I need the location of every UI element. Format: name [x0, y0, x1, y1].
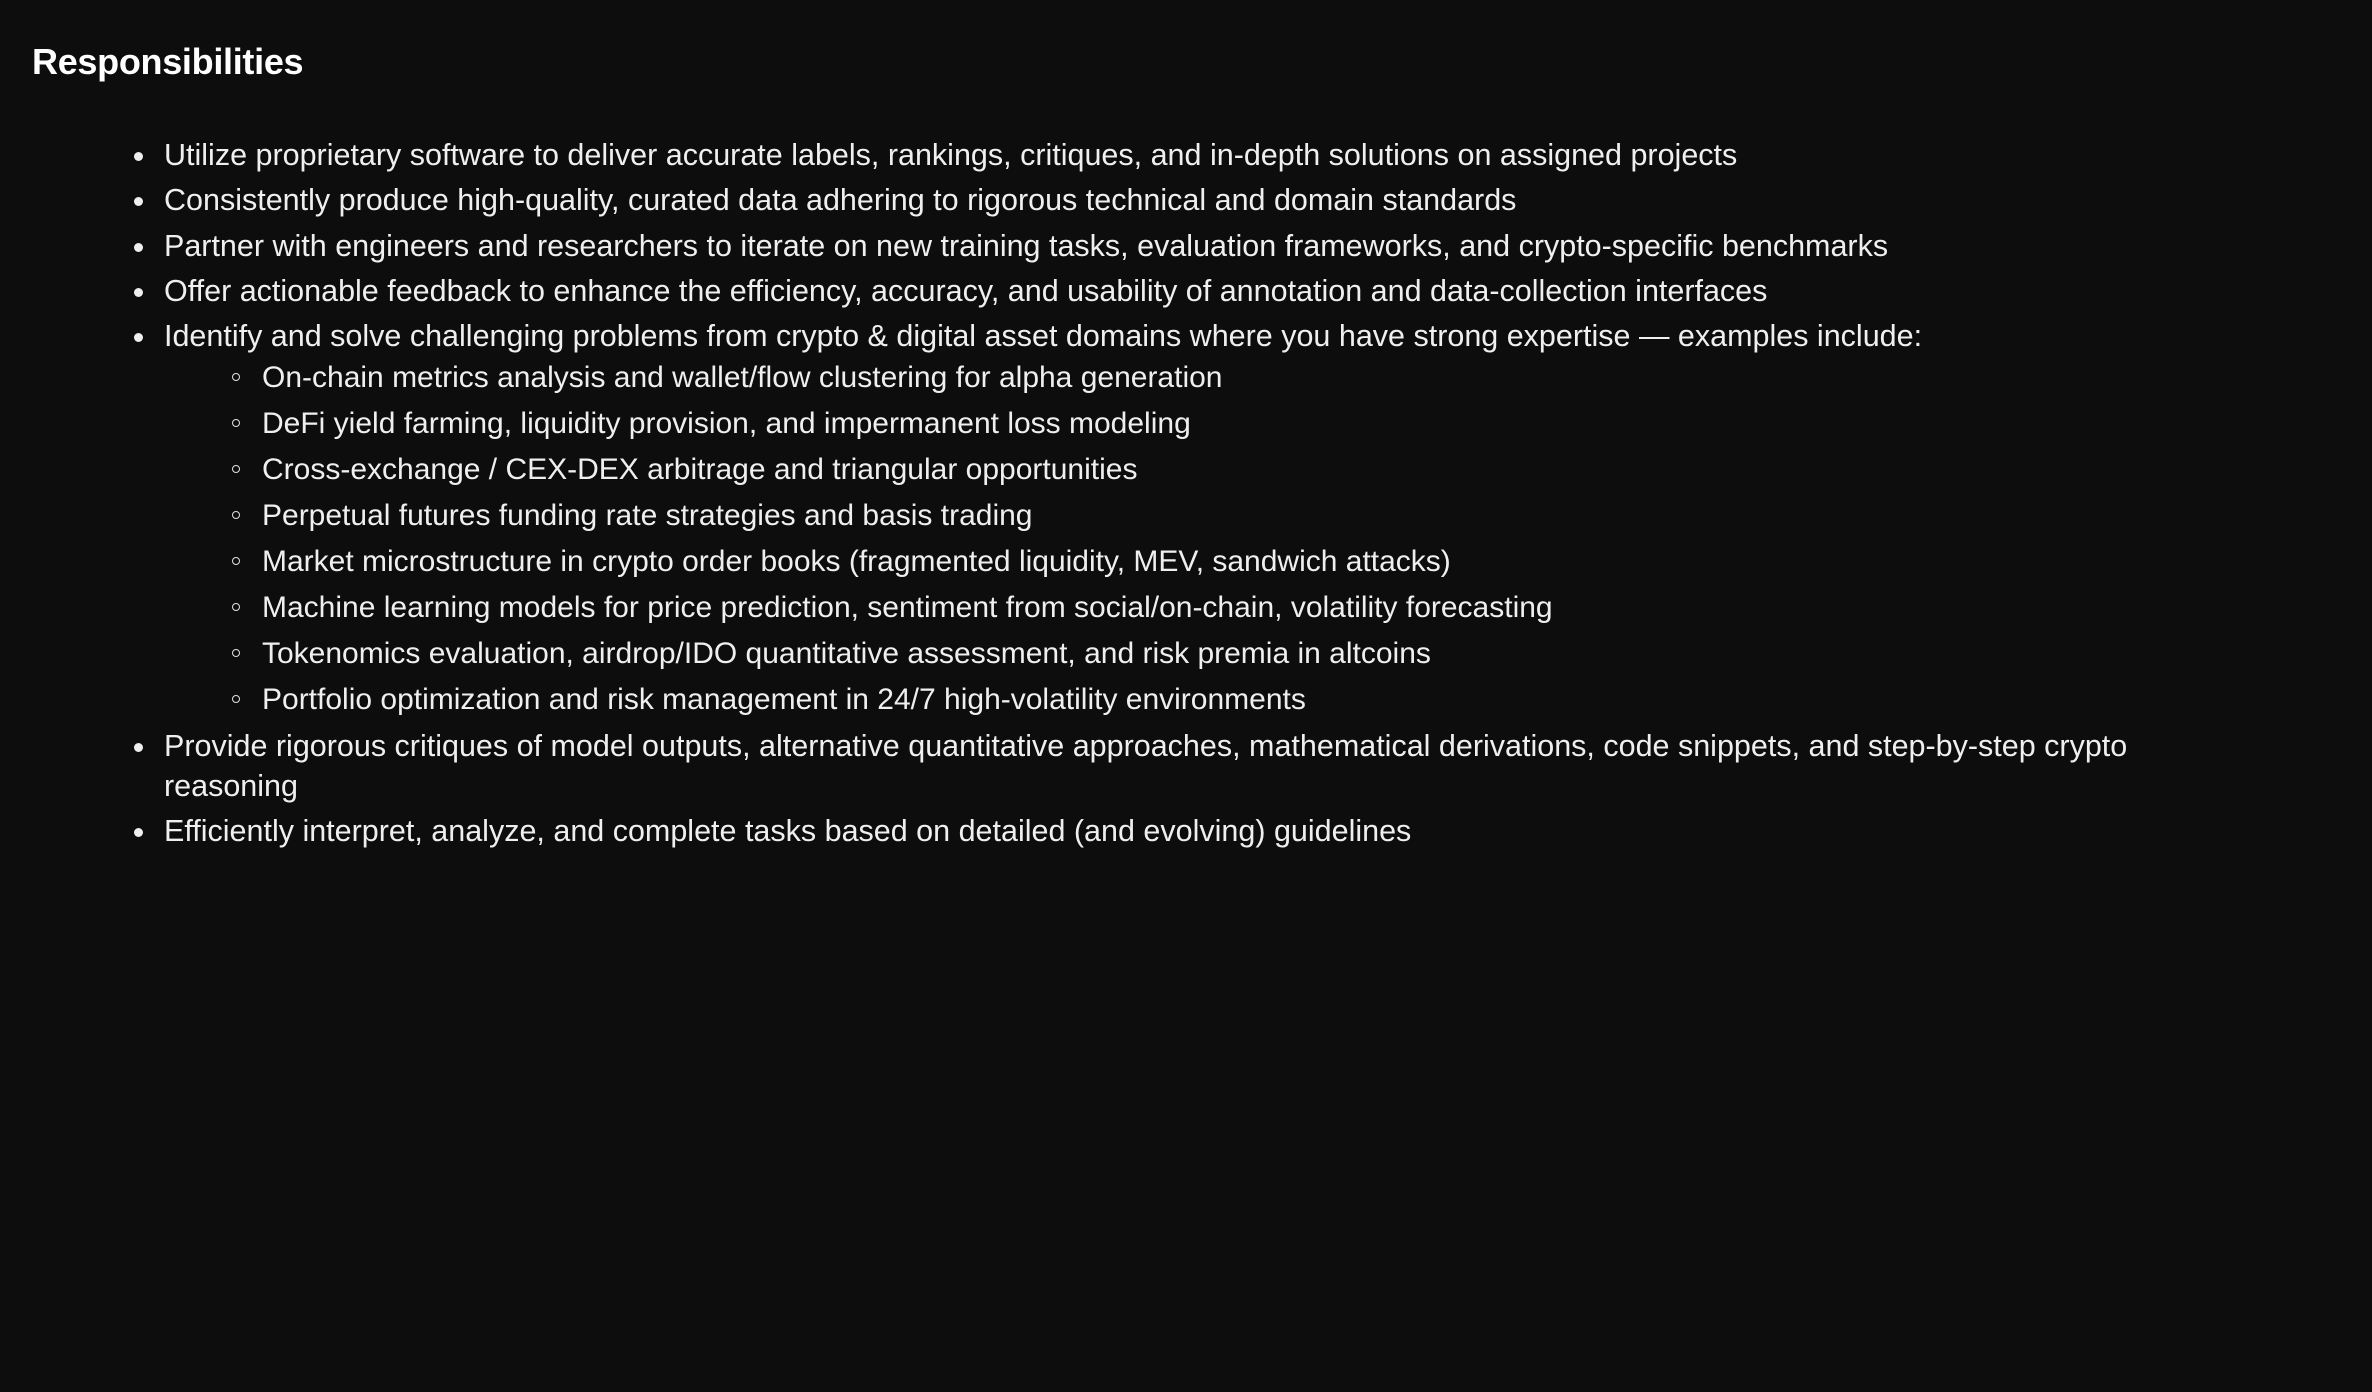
list-item [128, 726, 2244, 807]
list-item-text: Partner with engineers and researchers to iterate on new training tasks, evaluation frameworks, and crypto-specific benchmarks [164, 228, 1889, 263]
responsibilities-sublist [164, 358, 2244, 719]
list-item [128, 135, 2244, 175]
sublist-item: On-chain metrics analysis and wallet/flow clustering for alpha generation [226, 358, 2244, 398]
list-item-text: Consistently produce high-quality, curated data adhering to rigorous technical and domain standards [164, 183, 1517, 218]
list-item-text: Provide rigorous critiques of model outputs, alternative quantitative approaches, mathematical derivations, code snippets, and step-by-step crypto reasoning [164, 728, 2128, 803]
sublist-item: Cross-exchange / CEX-DEX arbitrage and triangular opportunities [226, 450, 2244, 490]
list-item-text: Identify and solve challenging problems from crypto & digital asset domains where you have strong expertise — examples include: [164, 319, 1923, 354]
sublist-item: Tokenomics evaluation, airdrop/IDO quantitative assessment, and risk premia in altcoins [226, 634, 2244, 674]
sublist-item: Portfolio optimization and risk management in 24/7 high-volatility environments [226, 680, 2244, 720]
sublist-item: Perpetual futures funding rate strategies and basis trading [226, 496, 2244, 536]
sublist-item: Machine learning models for price prediction, sentiment from social/on-chain, volatility forecasting [226, 588, 2244, 628]
list-item [128, 271, 2244, 311]
list-item-text: Utilize proprietary software to deliver accurate labels, rankings, critiques, and in-depth solutions on assigned projects [164, 138, 1738, 173]
list-item [128, 180, 2244, 220]
list-item [128, 811, 2244, 851]
list-item-text: Offer actionable feedback to enhance the efficiency, accuracy, and usability of annotation and data-collection interfaces [164, 273, 1768, 308]
list-item [128, 226, 2244, 266]
page-title: Responsibilities [32, 41, 304, 82]
sublist-item: DeFi yield farming, liquidity provision, and impermanent loss modeling [226, 404, 2244, 444]
responsibilities-list [32, 135, 2332, 851]
list-item-text: Efficiently interpret, analyze, and complete tasks based on detailed (and evolving) guidelines [164, 814, 1412, 849]
list-item [128, 316, 2244, 719]
sublist-item: Market microstructure in crypto order books (fragmented liquidity, MEV, sandwich attacks) [226, 542, 2244, 582]
